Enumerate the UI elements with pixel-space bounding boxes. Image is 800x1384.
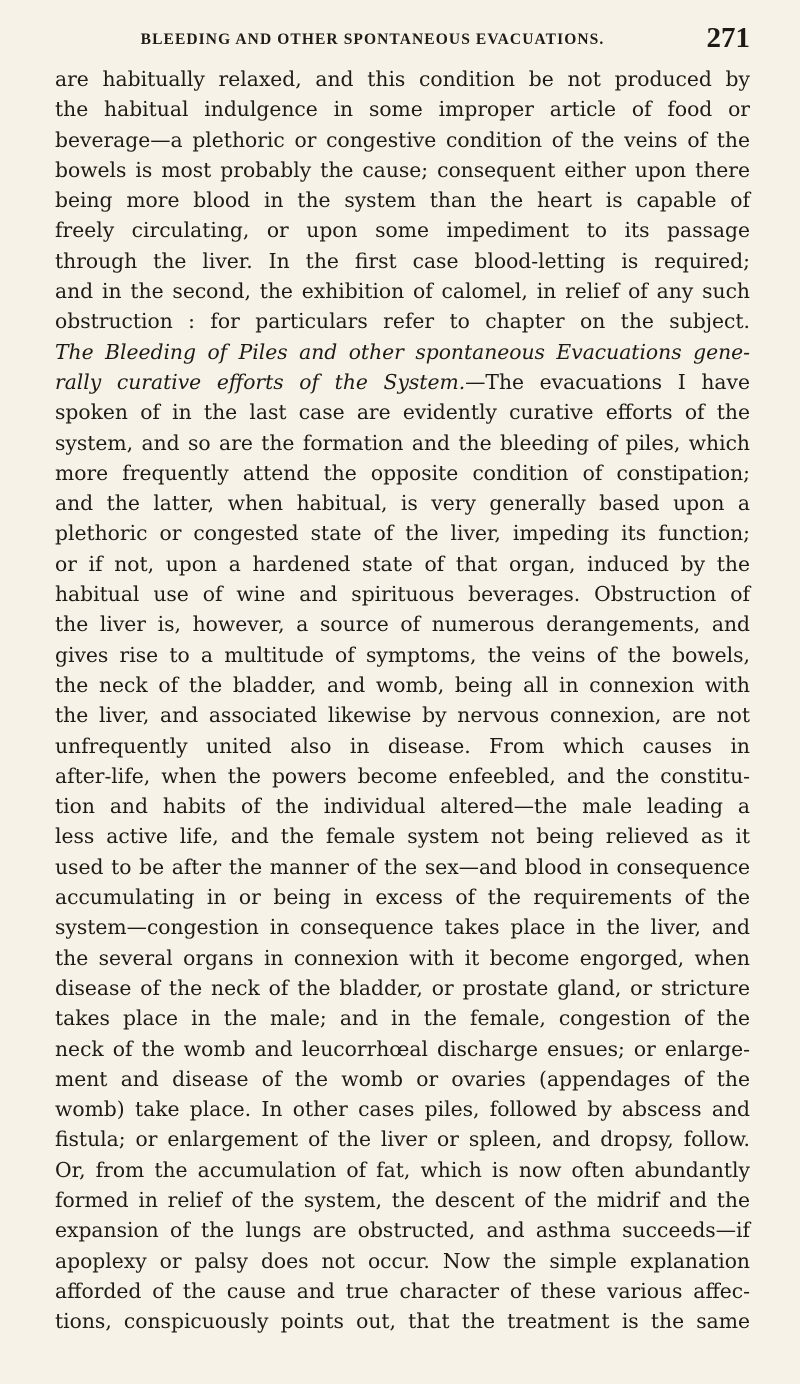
text-line-18: habitual use of wine and spirituous beverages. Obstruction of [55, 582, 750, 607]
text-line-15: and the latter, when habitual, is very generally based upon a [55, 491, 750, 516]
text-line-29: system—congestion in consequence takes place in the liver, and [55, 915, 750, 940]
body-text [55, 64, 750, 1336]
text-line-24: after-life, when the powers become enfeebled, and the constitu- [55, 763, 750, 788]
text-line-39: expansion of the lungs are obstructed, and asthma succeeds—if [55, 1218, 750, 1243]
text-line-34: ment and disease of the womb or ovaries (appendages of the [55, 1066, 750, 1091]
text-line-20: gives rise to a multitude of symptoms, the veins of the bowels, [55, 642, 750, 667]
text-line-28: accumulating in or being in excess of the requirements of the [55, 885, 750, 910]
text-line-23: unfrequently united also in disease. From which causes in [55, 733, 750, 758]
text-line-2: the habitual indulgence in some improper article of food or [55, 97, 750, 122]
text-line-14: more frequently attend the opposite condition of constipation; [55, 460, 750, 485]
text-line-16: plethoric or congested state of the liver, impeding its function; [55, 521, 750, 546]
text-line-30: the several organs in connexion with it become engorged, when [55, 945, 750, 970]
text-line-26: less active life, and the female system not being relieved as it [55, 824, 750, 849]
text-line-6: freely circulating, or upon some impediment to its passage [55, 218, 750, 243]
text-line-42: tions, conspicuously points out, that the treatment is the same [55, 1309, 750, 1334]
text-line-25: tion and habits of the individual altered—the male leading a [55, 794, 750, 819]
text-line-31: disease of the neck of the bladder, or prostate gland, or stricture [55, 975, 750, 1000]
text-line-27: used to be after the manner of the sex—and blood in consequence [55, 854, 750, 879]
section-heading-italic: rally curative efforts of the System. [55, 369, 466, 394]
text-line-3: beverage—a plethoric or congestive condition of the veins of the [55, 127, 750, 152]
section-heading-line-1: The Bleeding of Piles and other spontaneous Evacuations gene- [55, 339, 750, 364]
text-line-38: formed in relief of the system, the descent of the midrif and the [55, 1187, 750, 1212]
text-line-9: obstruction : for particulars refer to chapter on the subject. [55, 309, 750, 334]
text-line-19: the liver is, however, a source of numerous derangements, and [55, 612, 750, 637]
running-head: BLEEDING AND OTHER SPONTANEOUS EVACUATIONS. [140, 31, 605, 48]
page-header [55, 20, 750, 54]
section-heading-line-2 [55, 367, 750, 397]
text-line-8: and in the second, the exhibition of calomel, in relief of any such [55, 279, 750, 304]
text-line-41: afforded of the cause and true character of these various affec- [55, 1278, 750, 1303]
text-line-4: bowels is most probably the cause; consequent either upon there [55, 157, 750, 182]
text-line-36: fistula; or enlargement of the liver or spleen, and dropsy, follow. [55, 1127, 750, 1152]
text-line-13: system, and so are the formation and the bleeding of piles, which [55, 430, 750, 455]
text-line-22: the liver, and associated likewise by nervous connexion, are not [55, 703, 750, 728]
text-line-33: neck of the womb and leucorrhœal discharge ensues; or enlarge- [55, 1036, 750, 1061]
text-line-7: through the liver. In the first case blood-letting is required; [55, 248, 750, 273]
text-line-1: are habitually relaxed, and this condition be not produced by [55, 67, 750, 91]
text-line-17: or if not, upon a hardened state of that organ, induced by the [55, 551, 750, 576]
section-heading-continuation: —The evacuations I have [465, 369, 750, 394]
page-number: 271 [706, 22, 750, 54]
text-line-12: spoken of in the last case are evidently curative efforts of the [55, 400, 750, 425]
text-line-37: Or, from the accumulation of fat, which is now often abundantly [55, 1157, 750, 1182]
text-line-40: apoplexy or palsy does not occur. Now the simple explanation [55, 1248, 750, 1273]
text-line-5: being more blood in the system than the heart is capable of [55, 188, 750, 213]
text-line-21: the neck of the bladder, and womb, being all in connexion with [55, 672, 750, 697]
text-line-32: takes place in the male; and in the female, congestion of the [55, 1006, 750, 1031]
text-line-35: womb) take place. In other cases piles, followed by abscess and [55, 1097, 750, 1122]
